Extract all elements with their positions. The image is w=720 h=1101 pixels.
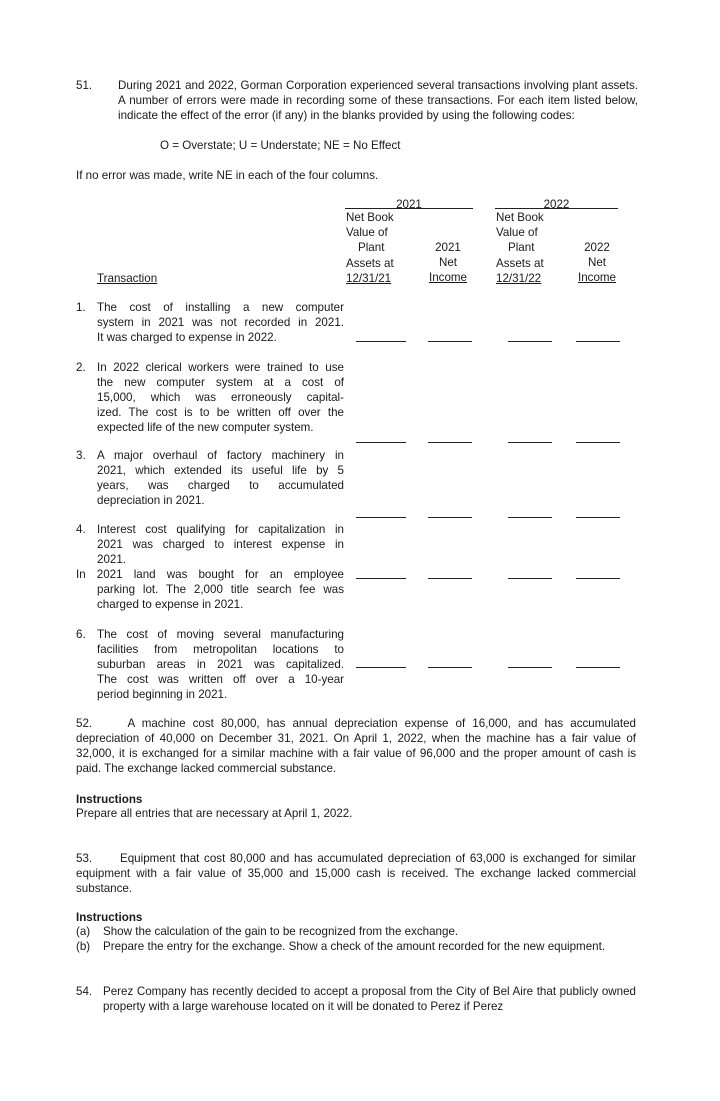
q52-instructions-label-text: Instructions <box>76 793 143 806</box>
col1-line: Net Book <box>346 211 394 224</box>
col4-line: Income <box>577 271 617 285</box>
item-line: suburban areas in 2021 was capitalized. <box>97 658 344 671</box>
item-2-number: 2. <box>76 361 86 374</box>
q53-instructions-label-text: Instructions <box>76 911 143 924</box>
q53-instructions-label <box>76 910 142 925</box>
answer-blank[interactable] <box>508 578 552 579</box>
item-2-text <box>97 360 344 435</box>
q53-number: 53. <box>76 852 93 865</box>
col2-line: 2021 <box>435 241 461 254</box>
q53-paragraph <box>76 851 636 896</box>
q53-part-b-label: (b) <box>76 940 91 953</box>
item-line: period beginning in 2021. <box>97 688 228 701</box>
q54-number: 54. <box>76 985 93 998</box>
item-5-text <box>76 567 344 612</box>
q53-text: Equipment that cost 80,000 and has accumulated depreciation of 63,000 is exchanged for similar equipment with a fair value of 35,000 and 15,000 cash is received. The exchange lacked commercial substance. <box>76 852 636 895</box>
col1-line: Value of <box>346 226 388 240</box>
item-line: 2021, which extended its useful life by 5 <box>97 464 344 477</box>
col4-line: Net <box>587 256 607 270</box>
answer-blank[interactable] <box>428 442 472 443</box>
q52-text: A machine cost 80,000, has annual depreciation expense of 16,000, and has accumulated depreciation of 40,000 on December 31, 2021. On April 1, 2022, when the machine has a fair value of 32,000, it is exchanged for a similar machine with a fair value of 96,000 and the proper amount of cash is paid. The exchange lacked commercial substance. <box>76 717 636 775</box>
col3-line: 12/31/22 <box>496 271 542 285</box>
item-3-number: 3. <box>76 449 86 462</box>
item-line: The cost was written off over a 10-year <box>97 673 344 686</box>
item-4-text <box>97 522 344 567</box>
item-6-number: 6. <box>76 628 86 641</box>
col2-line: Net <box>438 256 458 270</box>
answer-blank[interactable] <box>428 517 472 518</box>
q53-part-b: Prepare the entry for the exchange. Show a check of the amount recorded for the new equipment. <box>103 940 606 953</box>
col1-line: 12/31/21 <box>346 271 392 285</box>
item-1-number: 1. <box>76 301 86 314</box>
col3-line: Plant <box>508 241 535 255</box>
year-2021-underline <box>345 208 473 209</box>
item-line: 15,000, which was erroneously capital- <box>97 391 344 404</box>
col1-line: Plant <box>358 241 385 255</box>
transaction-header: Transaction <box>97 272 158 285</box>
item-line: A major overhaul of factory machinery in <box>97 449 344 462</box>
item-line: The cost of installing a new computer <box>97 301 344 314</box>
answer-blank[interactable] <box>508 667 552 668</box>
item-line: 2021. <box>97 553 127 566</box>
item-line: ized. The cost is to be written off over the <box>97 406 344 419</box>
q51-codes: O = Overstate; U = Understate; NE = No Effect <box>160 139 401 152</box>
col1-header <box>346 210 394 286</box>
col2-line: Income <box>428 271 468 285</box>
item-line: In 2022 clerical workers were trained to use <box>97 361 344 374</box>
answer-blank[interactable] <box>356 517 406 518</box>
answer-blank[interactable] <box>428 667 472 668</box>
col4-header <box>573 240 621 286</box>
col3-line: Assets at <box>496 256 544 270</box>
item-line: facilities from metropolitan locations to <box>97 643 344 656</box>
col4-line: 2022 <box>584 241 610 254</box>
item-line: the new computer system at a cost of <box>97 376 344 389</box>
q54-text: Perez Company has recently decided to accept a proposal from the City of Bel Aire that publicly owned property with a large warehouse located on it will be donated to Perez if Perez <box>103 985 636 1013</box>
col3-header <box>496 210 544 286</box>
item-line: charged to expense in 2021. <box>97 598 244 611</box>
answer-blank[interactable] <box>356 667 406 668</box>
answer-blank[interactable] <box>576 442 620 443</box>
item-line: In 2021 land was bought for an employee <box>76 568 344 581</box>
q52-number: 52. <box>76 717 93 730</box>
answer-blank[interactable] <box>356 442 406 443</box>
col1-line: Assets at <box>346 256 394 270</box>
year-2022-header: 2022 <box>543 198 570 211</box>
item-4-number: 4. <box>76 523 86 536</box>
answer-blank[interactable] <box>428 341 472 342</box>
answer-blank[interactable] <box>576 341 620 342</box>
answer-blank[interactable] <box>508 442 552 443</box>
item-line: parking lot. The 2,000 title search fee was <box>97 583 344 596</box>
year-2021-header: 2021 <box>396 198 422 211</box>
answer-blank[interactable] <box>576 517 620 518</box>
q52-paragraph <box>76 716 636 776</box>
answer-blank[interactable] <box>356 341 406 342</box>
item-line: expected life of the new computer system. <box>97 421 314 434</box>
answer-blank[interactable] <box>356 578 406 579</box>
col3-line: Value of <box>496 226 538 240</box>
q52-instructions-label <box>76 792 142 807</box>
q53-part-a-label: (a) <box>76 925 91 938</box>
item-line: system in 2021 was not recorded in 2021. <box>97 316 344 329</box>
answer-blank[interactable] <box>576 578 620 579</box>
item-line: Interest cost qualifying for capitalization in <box>97 523 344 536</box>
q51-intro: During 2021 and 2022, Gorman Corporation experienced several transactions involving plant assets. A number of errors were made in recording some of these transactions. For each item listed below, indicate the effect of the error (if any) in the blanks provided by using the following codes: <box>118 79 638 122</box>
item-1-text <box>97 300 344 345</box>
item-3-text <box>97 448 344 508</box>
answer-blank[interactable] <box>428 578 472 579</box>
col2-header <box>424 240 472 286</box>
q52-instructions: Prepare all entries that are necessary at April 1, 2022. <box>76 807 353 820</box>
item-6-text <box>97 627 344 702</box>
answer-blank[interactable] <box>508 341 552 342</box>
item-line: The cost of moving several manufacturing <box>97 628 344 641</box>
answer-blank[interactable] <box>508 517 552 518</box>
q51-number: 51. <box>76 79 93 92</box>
col3-line: Net Book <box>496 211 544 224</box>
year-2022-underline <box>495 208 618 209</box>
answer-blank[interactable] <box>576 667 620 668</box>
item-line: 2021 was charged to interest expense in <box>97 538 344 551</box>
q51-no-error-note: If no error was made, write NE in each of the four columns. <box>76 169 379 182</box>
item-line: years, was charged to accumulated <box>97 479 344 492</box>
item-line: depreciation in 2021. <box>97 494 205 507</box>
item-line: It was charged to expense in 2022. <box>97 331 277 344</box>
q53-part-a: Show the calculation of the gain to be recognized from the exchange. <box>103 925 459 938</box>
